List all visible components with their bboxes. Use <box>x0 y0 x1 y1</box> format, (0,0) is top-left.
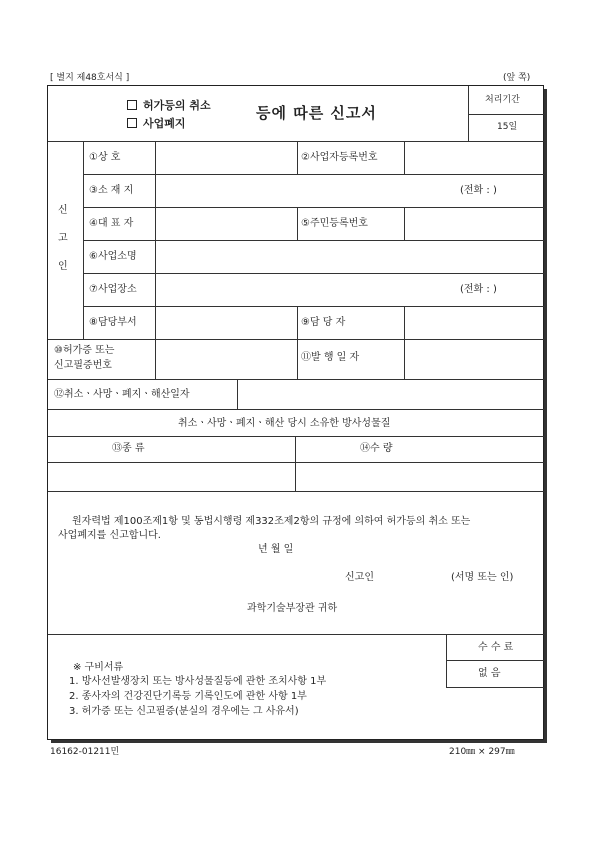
address-input[interactable] <box>157 176 457 206</box>
facility-name-input[interactable] <box>157 242 543 272</box>
reporter-label-1: 신 <box>58 205 68 216</box>
representative-label: ④대 표 자 <box>89 218 134 229</box>
title-option-closure-label: 사업폐지 <box>143 117 186 130</box>
trade-name-label: ①상 호 <box>89 152 121 163</box>
reporter-label-3: 인 <box>58 261 68 272</box>
cancel-date-input[interactable] <box>239 381 543 408</box>
person-in-charge-label: ⑨담 당 자 <box>301 317 346 328</box>
trade-name-input[interactable] <box>157 143 296 173</box>
resident-reg-no-label: ⑤주민등록번호 <box>301 218 368 229</box>
signature-hint: (서명 또는 인) <box>451 572 514 583</box>
permit-no-input[interactable] <box>157 341 296 378</box>
title-option-cancel[interactable] <box>127 100 211 111</box>
checkbox-icon[interactable] <box>127 118 137 128</box>
attachment-item-1: 1. 방사선발생장치 또는 방사성물질등에 관한 조치사항 1부 <box>69 676 327 687</box>
checkbox-icon[interactable] <box>127 100 137 110</box>
addressee: 과학기술부장관 귀하 <box>247 603 338 614</box>
facility-location-input[interactable] <box>157 275 457 305</box>
materials-quantity-input[interactable] <box>297 464 543 490</box>
department-input[interactable] <box>157 308 296 338</box>
declaration-line-1: 원자력법 제100조제1항 및 동법시행령 제332조제2항의 규정에 의하여 허가등의 취소 또는 <box>72 516 471 527</box>
issue-date-input[interactable] <box>406 341 543 378</box>
person-in-charge-input[interactable] <box>406 308 543 338</box>
attachment-item-3: 3. 허가증 또는 신고필증(분실의 경우에는 그 사유서) <box>69 706 299 717</box>
reporter-sign-label: 신고인 <box>345 572 374 583</box>
title-option-closure[interactable] <box>127 118 186 129</box>
form-title: 등에 따른 신고서 <box>256 104 377 122</box>
facility-name-label: ⑥사업소명 <box>89 251 137 262</box>
fee-value: 없 음 <box>478 668 501 679</box>
materials-heading: 취소ㆍ사망ㆍ폐지ㆍ해산 당시 소유한 방사성물질 <box>178 418 391 429</box>
form-number: [ 별지 제48호서식 ] <box>50 73 130 83</box>
cancel-date-label: ⑫취소ㆍ사망ㆍ폐지ㆍ해산일자 <box>54 389 190 400</box>
attachment-item-2: 2. 종사자의 건강진단기록등 기록인도에 관한 사항 1부 <box>69 691 307 702</box>
reporter-label-2: 고 <box>58 233 68 244</box>
permit-no-label-1: ⑩허가증 또는 <box>54 345 115 356</box>
permit-no-label-2: 신고필증번호 <box>54 360 112 371</box>
department-label: ⑧담당부서 <box>89 317 137 328</box>
doc-code: 16162-01211민 <box>50 747 120 757</box>
materials-kind-header: ⑬종 류 <box>112 443 145 454</box>
processing-period-value: 15일 <box>497 122 518 132</box>
attachments-heading: ※ 구비서류 <box>73 662 124 673</box>
declaration-line-2: 사업폐지를 신고합니다. <box>58 530 161 541</box>
phone-label-2: (전화 : ) <box>460 284 497 295</box>
phone-label-1: (전화 : ) <box>460 185 497 196</box>
resident-reg-no-input[interactable] <box>406 209 543 239</box>
paper-size: 210㎜ × 297㎜ <box>449 747 515 757</box>
facility-location-label: ⑦사업장소 <box>89 284 137 295</box>
address-label: ③소 재 지 <box>89 185 134 196</box>
business-reg-no-label: ②사업자등록번호 <box>301 152 378 163</box>
issue-date-label: ⑪발 행 일 자 <box>301 352 360 363</box>
title-option-cancel-label: 허가등의 취소 <box>143 99 211 112</box>
business-reg-no-input[interactable] <box>406 143 543 173</box>
materials-quantity-header: ⑭수 량 <box>360 443 393 454</box>
representative-input[interactable] <box>157 209 296 239</box>
declaration-date: 년 월 일 <box>258 544 294 555</box>
processing-period-label: 처리기간 <box>485 95 520 105</box>
page-side-label: (앞 쪽) <box>503 73 531 83</box>
materials-kind-input[interactable] <box>50 464 294 490</box>
fee-label: 수 수 료 <box>478 642 514 653</box>
